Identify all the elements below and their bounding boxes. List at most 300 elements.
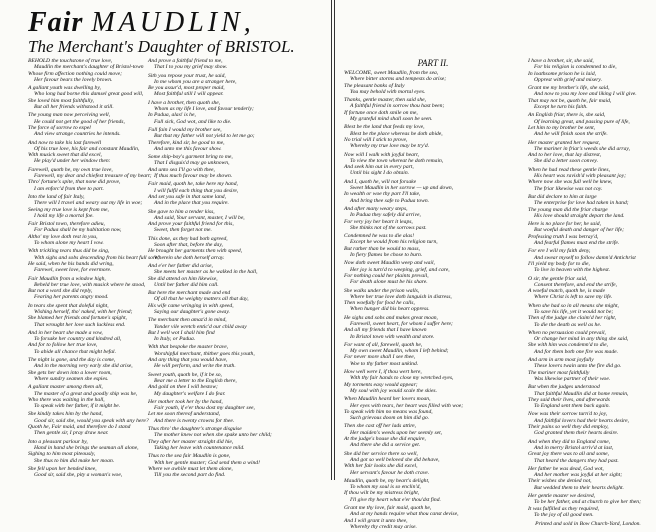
imprint: Printed and sold in Bow Church-Yard, London.: [535, 521, 641, 528]
verse-line: To whom my soul is so enclin'd,: [350, 484, 421, 491]
verse-line: And in her heart she made a vow,: [28, 329, 103, 336]
verse-line: In wealth or woe thy part I'll take,: [344, 191, 421, 198]
verse-line: Then woefully for food he calls,: [344, 300, 415, 307]
verse-line: With her gentle master; God send them a wind!: [154, 459, 260, 466]
stanza: [148, 290, 310, 315]
verse-line: Her eyes with tears, her heart was filled with woe;: [350, 402, 464, 409]
stanza: [344, 124, 522, 149]
verse-line: When no persuasion could prevail,: [528, 329, 606, 336]
column-1: [28, 58, 160, 480]
verse-line: He will perform, and write the truth.: [154, 363, 236, 370]
part-two-title: PART II.: [417, 58, 449, 68]
verse-line: And arm in arm most joyfully: [528, 357, 594, 364]
verse-line: To be her father, and at church to give her then;: [534, 499, 641, 506]
verse-line: Then gentle sir, I pray draw near.: [34, 430, 109, 437]
verse-line: Sweet Maudlin in her sorrow — up and down,: [350, 185, 454, 192]
verse-line: This done, as they had both agreed,: [148, 235, 228, 242]
verse-line: Fair Maudlin from a window high,: [28, 275, 106, 282]
stanza: [148, 236, 310, 261]
verse-line: And any thing that you would have,: [148, 357, 228, 364]
verse-line: Her mother took her by the hand,: [148, 398, 223, 405]
stanza: [148, 263, 310, 288]
verse-line: And after many weary steps,: [344, 205, 408, 212]
verse-line: And I will grant it unto thee,: [344, 517, 408, 524]
verse-line: Altho' my love doth rest in you,: [28, 233, 98, 240]
verse-line: Whereby my true love may be try'd.: [350, 143, 430, 150]
verse-line: Fair Bristol town, therefore adieu,: [28, 221, 105, 228]
verse-line: Grant me thy love, fair maid, quoth he,: [344, 505, 432, 511]
verse-line: And gold on thee I will bestow;: [148, 384, 218, 391]
verse-line: Grant me my brother's life, she said,: [528, 85, 610, 92]
stanza: [148, 453, 310, 478]
stanza: [28, 357, 144, 382]
verse-line: And in merry Bristol arriv'd at last,: [534, 444, 614, 451]
verse-line: Whom as my life I love, and favour tenderly;: [154, 106, 254, 113]
verse-line: Great joy there was to all and some,: [528, 451, 609, 458]
verse-line: When he had read these gentle lines,: [528, 166, 610, 173]
verse-line: And seek him out in every part,: [344, 164, 414, 171]
stanza: [148, 154, 310, 179]
verse-line: Such grievous doom on him did go.: [350, 415, 430, 422]
verse-line: In fiery flames he chose to burn.: [350, 252, 423, 259]
stanza: [28, 112, 144, 137]
verse-line: Who there was waiting in the hall,: [28, 396, 105, 403]
verse-line: To abide all chance that might befal.: [34, 348, 116, 355]
verse-line: Her servant's favour he doth crave.: [350, 469, 430, 476]
verse-line: The enterprise for love had taken in hand;: [534, 200, 629, 207]
verse-line: To the joy of all good men.: [534, 511, 594, 518]
verse-line: It was fulfilled as they required,: [528, 505, 600, 512]
verse-line: Thro' fortune's spite, that none did prove,: [28, 179, 121, 186]
stanza: [344, 369, 522, 394]
verse-line: Sweet, then forget not me.: [154, 227, 212, 234]
page-subtitle: The Merchant's Daughter of BRISTOL.: [28, 37, 295, 56]
stanza: [344, 342, 522, 367]
verse-line: Where sundry seamen she espies.: [34, 375, 109, 382]
column-4-body: [528, 58, 648, 518]
verse-line: Let me soon thereof understand,: [148, 411, 221, 418]
verse-line: And there is twenty crowns for thee.: [154, 417, 235, 424]
stanza: [148, 181, 310, 206]
verse-line: Yonder vile wretch entic'd our child away: [154, 323, 247, 330]
verse-line: Who long had borne this damsel great good will,: [34, 91, 144, 98]
stanza: [28, 439, 144, 464]
verse-line: To forsake her country and kindred all,: [34, 336, 122, 343]
verse-line: She gets her down into a lower room,: [28, 369, 112, 376]
verse-line: And in the place that you require.: [154, 200, 229, 207]
verse-line: I have a brother, sir, she said,: [528, 58, 594, 64]
verse-line: For his religion is condemned to die,: [534, 64, 617, 71]
verse-line: She fell upon her bended knee,: [28, 465, 97, 472]
column-2: [148, 58, 310, 480]
verse-line: Where Christ is left to save my life.: [534, 294, 613, 301]
verse-line: And view strange countries he intends.: [34, 131, 121, 138]
verse-line: When Maudlin heard her lovers moan,: [344, 396, 431, 403]
stanza: [344, 70, 522, 95]
stanza: [344, 505, 522, 530]
stanza: [528, 85, 648, 110]
verse-line: Her father he was dead, God wot,: [528, 465, 604, 472]
stanza: [528, 248, 648, 273]
stanza: [148, 127, 310, 152]
verse-line: Quoth he, Fair maid, and therefore do I stand: [28, 424, 131, 431]
stanza: [344, 423, 522, 448]
verse-line: I'll give thy heart what e'er thou'dst find.: [350, 496, 441, 503]
verse-line: To die the death as well as he.: [534, 321, 602, 328]
verse-line: Hand in hand she brings the seaman all alone,: [34, 444, 139, 451]
verse-line: For very joy her heart it leaps,: [344, 218, 413, 225]
verse-line: Beheld her true love, with musick where he stood,: [34, 281, 146, 288]
verse-line: No trial will I stick to prove,: [344, 136, 408, 143]
verse-line: But did declare to him at large: [528, 193, 597, 200]
stanza: [148, 344, 310, 369]
verse-line: And when they did to England come,: [528, 438, 611, 445]
verse-line: Here is no place for her, he said,: [528, 221, 601, 228]
verse-line: In Italy, or Padua.: [154, 336, 196, 343]
verse-line: The mariner most faithfully: [528, 369, 590, 376]
stanza: [344, 315, 522, 340]
verse-line: Then she cast off her lads attire,: [344, 423, 417, 430]
verse-line: Of his true love, his fair and constant Maudlin,: [34, 145, 140, 152]
stanza: [528, 194, 648, 219]
verse-line: But here the merchant made and end: [148, 290, 231, 297]
verse-line: He brought her garments then with speed,: [148, 248, 243, 255]
verse-line: Whereby thy credit may arise.: [350, 523, 417, 530]
verse-line: The young man now perceiving well,: [28, 112, 111, 119]
verse-line: Fair youth, if e'er thou dost my daughter see,: [154, 405, 255, 412]
stanza: [28, 58, 144, 83]
verse-line: And I, quoth he, will not forsake: [344, 178, 417, 185]
verse-line: My torments easy would appear;: [344, 381, 418, 388]
verse-line: That heard the dangers they had past.: [534, 457, 619, 464]
verse-line: For Padua shall be my habitation now,: [34, 227, 122, 234]
stanza: [344, 97, 522, 122]
verse-line: Now doth sweet Maudlin weep and wail,: [344, 260, 435, 267]
verse-line: These lovers twain unto the fire did go.: [534, 363, 622, 370]
stanza: [28, 194, 144, 219]
verse-line: Wishing herself, tho' naked, with her friend;: [34, 308, 133, 315]
verse-line: There will I travel and weary out my life in woe;: [34, 200, 143, 207]
stanza: [528, 112, 648, 137]
verse-line: She gave to him a tender kiss,: [148, 208, 215, 215]
verse-line: He could not get the good of her friends,: [34, 118, 125, 125]
verse-line: And at my hands require what thou canst devise,: [350, 511, 459, 518]
column-3-body: [344, 70, 522, 530]
verse-line: I will fulfil each thing that you desire,: [154, 187, 239, 194]
verse-line: Wherein she doth herself array.: [154, 254, 225, 261]
verse-line: And faithful lovers had their hearts desire,: [534, 417, 630, 424]
verse-line: His love should straight depart the land.: [534, 212, 625, 219]
stanza: [28, 330, 144, 355]
verse-line: Into a pleasant parlour by,: [28, 438, 88, 445]
verse-line: Where now she was full well he knew,: [528, 179, 613, 186]
verse-line: That I disguis'd may go unknown,: [154, 160, 230, 167]
verse-line: Now was their sorrow turn'd to joy,: [528, 411, 608, 418]
verse-line: And all my friends that I have known: [344, 327, 427, 334]
verse-line: And prove your faithful friend for this,: [148, 221, 234, 228]
stanza: [344, 152, 522, 177]
verse-line: Fair maid, quoth he, take here my hand,: [148, 181, 238, 188]
verse-line: Their pains so well they did employ,: [528, 424, 609, 431]
verse-line: But all her friends withstood it still.: [34, 104, 114, 111]
verse-line: Except he would from his religion turn,: [350, 239, 438, 246]
stanza: [344, 179, 522, 204]
verse-line: WELCOME, sweet Maudlin, from the sea,: [344, 70, 439, 76]
stanza: [528, 303, 648, 328]
verse-line: With trickling tears thus did he sing,: [28, 248, 110, 255]
verse-line: Soon after that, before the day,: [154, 242, 223, 249]
verse-line: Therefore, kind sir, be good to me,: [148, 139, 225, 146]
verse-line: Of all that he weighty matters all that day,: [154, 296, 249, 303]
stanza: [148, 73, 310, 98]
column-divider: [331, 0, 332, 480]
verse-line: Her gentle master we desired,: [528, 493, 596, 499]
verse-line: Some ship-boy's garment bring to me,: [148, 154, 233, 161]
verse-line: She meets her master as he walked in the hall,: [154, 269, 258, 276]
verse-line: Good sir, said she, pity a woman's woe,: [34, 472, 123, 479]
stanza: [528, 466, 648, 491]
stanza: [148, 399, 310, 424]
verse-line: Thanks, gentle master, then said she,: [344, 97, 427, 104]
verse-line: In me whom you are a stranger here,: [154, 78, 237, 85]
verse-line: A faithful friend in sorrow thou hast been;: [350, 103, 445, 110]
stanza: [28, 221, 144, 246]
verse-line: With that bespoke the master brave,: [148, 344, 229, 351]
verse-line: Sith you repose your trust, he said,: [148, 72, 226, 79]
verse-line: Where we awhile must let them alone,: [148, 465, 233, 472]
verse-line: For death alone must be his share.: [350, 279, 428, 286]
verse-line: With sighs and sobs descending from his heart full sore;: [34, 254, 160, 261]
verse-line: She did a letter soon convey.: [534, 158, 599, 165]
stanza: [148, 58, 310, 71]
verse-line: That faithful Maudlin did at home remain,: [534, 390, 629, 397]
stanza: [344, 396, 522, 421]
stanza: [344, 288, 522, 313]
page-title: [28, 8, 318, 38]
verse-line: Woe to thy father most unkind.: [350, 360, 419, 367]
stanza: [344, 451, 522, 476]
verse-line: The merchant then amaz'd in mind,: [148, 317, 227, 324]
verse-line: Fearing her parents angry mood.: [34, 294, 109, 301]
title-maudlin: MAUDLIN,: [91, 7, 255, 38]
verse-line: Then of the judge she claim'd her right,: [528, 315, 617, 322]
stanza: [28, 384, 144, 409]
verse-line: But rather than he would to mass,: [344, 245, 420, 252]
column-3: [344, 58, 522, 532]
verse-line: To live in heaven with the highest.: [534, 267, 611, 274]
stanza: [28, 466, 144, 479]
verse-line: To speak with her father, if it might be.: [34, 403, 121, 410]
verse-line: Worshipful merchant, thither goes this youth,: [154, 350, 255, 357]
verse-line: The mother knew not when she spake unto her child;: [154, 432, 272, 439]
verse-line: The force of sorrow to expel: [28, 124, 91, 131]
verse-line: They after her master straight did hie,: [148, 438, 234, 445]
verse-line: But not a word she did reply,: [28, 288, 93, 295]
verse-line: She thus to him did make her moan.: [34, 457, 115, 464]
verse-line: Now will I walk with joyful heart,: [344, 151, 420, 158]
verse-line: But woeful death and danger of her life;: [534, 227, 624, 234]
verse-line: Farewell, sweet heart, for whom I suffer here;: [350, 320, 453, 327]
verse-line: He play'd under her window then:: [34, 158, 111, 165]
verse-line: For ere I will my faith deny,: [528, 248, 591, 255]
verse-line: Except he turn his faith.: [534, 104, 588, 111]
verse-line: I have a brother, then quoth she,: [148, 99, 221, 106]
stanza: [528, 221, 648, 246]
stanza: [28, 303, 144, 328]
verse-line: Her joy is turn'd to weeping, grief, and care,: [350, 266, 450, 273]
verse-line: Into the land of fair Italy,: [28, 193, 85, 200]
verse-line: Where her true love doth languish in distress,: [350, 293, 452, 300]
verse-line: The pleasant banks of Italy: [344, 82, 405, 89]
verse-line: Was likewise partner of their woe.: [534, 375, 611, 382]
verse-line: For want of all, farewell, quoth he,: [344, 341, 423, 348]
verse-line: An English friar, there is, she said,: [528, 112, 606, 119]
verse-line: She did attend on him likewise,: [148, 275, 218, 282]
verse-line: I'll yield my body for to die,: [528, 260, 590, 267]
verse-line: God granted them their hearts desire.: [534, 430, 619, 437]
verse-line: Professing truth I was betray'd,: [528, 233, 599, 240]
verse-line: When she had so in all means she might,: [528, 302, 619, 309]
column-4: [528, 58, 648, 527]
verse-line: And to her love, that lay distrest,: [528, 152, 602, 159]
verse-line: Opprest with grief and misery.: [534, 76, 603, 83]
verse-line: And for to follow her true love,: [28, 342, 98, 349]
verse-line: With thy fair hands to close my wretched eyes,: [350, 375, 454, 382]
verse-line: For never more shall I see thee,: [344, 354, 416, 361]
verse-line: She kindly takes him by the hand,: [28, 411, 103, 418]
verse-line: At the judge's house she did enquire,: [344, 436, 426, 443]
verse-line: She loved him most faithfully,: [28, 97, 95, 104]
stanza: [148, 426, 310, 451]
stanza: [344, 478, 522, 503]
verse-line: In tears she spent that doleful night,: [28, 302, 109, 309]
verse-line: Farewel, sweet love, for evermore.: [34, 267, 112, 274]
verse-line: To view the town whereat he doth remain,: [350, 157, 444, 164]
verse-line: The night is gone, and the day is come,: [28, 357, 116, 364]
stanza: [344, 206, 522, 231]
stanza: [528, 58, 648, 83]
verse-line: His heart was ravish'd with pleasant joy;: [534, 173, 626, 180]
verse-line: But that my father will not yield to let me go;: [154, 133, 255, 140]
verse-line: She did her service there so well,: [344, 450, 418, 457]
verse-line: And fearful flames must end the strife.: [534, 240, 620, 247]
title-block: [28, 8, 318, 56]
verse-line: And got so well beloved she did behave,: [350, 456, 440, 463]
verse-line: To England sent them back again.: [534, 403, 610, 410]
verse-line: Blest be the place whereas he doth abide,: [350, 130, 443, 137]
verse-line: Her master granted her request,: [528, 139, 601, 146]
stanza: [528, 411, 648, 436]
verse-line: If fortune once doth smile on me,: [344, 109, 418, 116]
verse-line: With her fair looks she did excel,: [344, 463, 418, 470]
verse-line: My own sweet Maudlin, whom I left behind;: [350, 348, 449, 355]
verse-line: Till you the second part do find.: [154, 472, 226, 479]
stanza: [28, 248, 160, 274]
verse-line: He sighs and sobs and makes great moan,: [344, 314, 438, 321]
verse-line: Where bitter storms and tempests do arise;: [350, 76, 447, 83]
verse-line: She walks under the prison walls,: [344, 287, 420, 294]
stanza: [148, 100, 310, 125]
verse-line: Until her father did him call.: [154, 281, 219, 288]
verse-line: But when the judges understood: [528, 384, 600, 391]
verse-line: The friar likewise was not coy.: [534, 185, 603, 192]
verse-line: She blamed her friends and fortune's spight,: [28, 315, 127, 322]
verse-line: Let him to my brother be sent,: [528, 124, 596, 131]
stanza: [528, 330, 648, 355]
verse-line: Bear me a letter to the English there,: [154, 377, 237, 384]
verse-line: Her maiden's weeds upon her seemly set,: [350, 429, 443, 436]
verse-line: She thinks not of the sorrows past.: [350, 224, 427, 231]
verse-line: That wrought her love such luckless end.: [34, 321, 126, 328]
verse-line: Most faithful still I will appear.: [154, 91, 224, 98]
stanza: [528, 276, 648, 301]
verse-line: In Padua they safely did arrive,: [350, 212, 421, 219]
verse-line: I hold my life a mortal foe.: [34, 212, 94, 219]
verse-line: Maudlin the merchant's daughter of Bristol-town: [34, 64, 144, 71]
stanza: [344, 233, 522, 258]
verse-line: In loathsome prison he is laid,: [528, 70, 597, 77]
verse-line: Farewell, my dear and chiefest treasure of my heart;: [34, 173, 152, 180]
verse-line: And unto me this favour show.: [154, 145, 222, 152]
verse-line: But I well wot I shall him find: [148, 329, 215, 336]
verse-line: To speak with him no means was found,: [344, 408, 433, 415]
verse-line: And said, Your servant, master, I will be,: [154, 214, 245, 221]
verse-line: When hunger did his heart oppress.: [350, 306, 430, 313]
verse-line: And prove a faithful friend to me,: [148, 58, 223, 64]
stanza: [28, 411, 149, 437]
verse-line: Consent therefore, and end the strife,: [534, 281, 618, 288]
verse-line: Full fain I would my brother see,: [148, 126, 222, 133]
verse-line: Her favour bears the lovely brown.: [34, 76, 113, 83]
verse-line: Farewell, quoth he, my own true love,: [28, 166, 113, 173]
verse-line: And in the morning very early she did arise,: [34, 363, 133, 370]
stanza: [148, 209, 310, 234]
verse-line: And there she did a service get.: [350, 442, 421, 449]
verse-line: A woeful match, quoth he, is made: [528, 288, 605, 295]
verse-line: Condemned he was to die alas!: [344, 233, 415, 240]
verse-line: With musick sweet that did excel,: [28, 152, 102, 159]
verse-line: In Bristol town with wealth and store.: [350, 333, 435, 340]
verse-line: But wedded them to their hearts delight.: [534, 484, 624, 491]
verse-line: The young man did the friar charge: [528, 206, 608, 213]
stanza: [344, 260, 522, 285]
verse-line: He said, when he his hands did wring,: [28, 260, 114, 267]
stanza: [148, 372, 310, 397]
verse-line: And now to you my love and liking I will give.: [534, 91, 637, 98]
verse-line: Full sick, God wot, and like to die.: [154, 118, 232, 125]
stanza: [28, 140, 144, 165]
verse-line: If thou wilt be my mistress bright,: [344, 490, 420, 497]
column-divider: [334, 0, 335, 480]
verse-line: And her mother was joyful at her sight;: [534, 472, 623, 479]
verse-line: And set you safe in that same land,: [148, 193, 226, 200]
verse-line: In Padua, alas! is he,: [148, 112, 196, 119]
stanza: [28, 166, 152, 192]
verse-line: Seeing my true love is kept from me,: [28, 206, 109, 213]
verse-line: Of learning great, and passing pure of life,: [534, 118, 630, 125]
stanza: [528, 140, 648, 165]
verse-line: BEHOLD the touchstone of true love,: [28, 58, 113, 64]
verse-line: Until his sight I do obtain.: [350, 170, 410, 177]
verse-line: Taking her leave with countenance mild.: [154, 444, 245, 451]
verse-line: Their wishes she denied not,: [528, 478, 592, 485]
stanza: [528, 167, 648, 192]
verse-line: How well were I, if thou wert here,: [344, 369, 422, 376]
verse-line: His wife came wringing in with speed,: [148, 302, 234, 309]
stanza: [28, 276, 144, 301]
stanza: [148, 317, 310, 342]
verse-line: They said their lives, and afterwards: [528, 396, 610, 403]
